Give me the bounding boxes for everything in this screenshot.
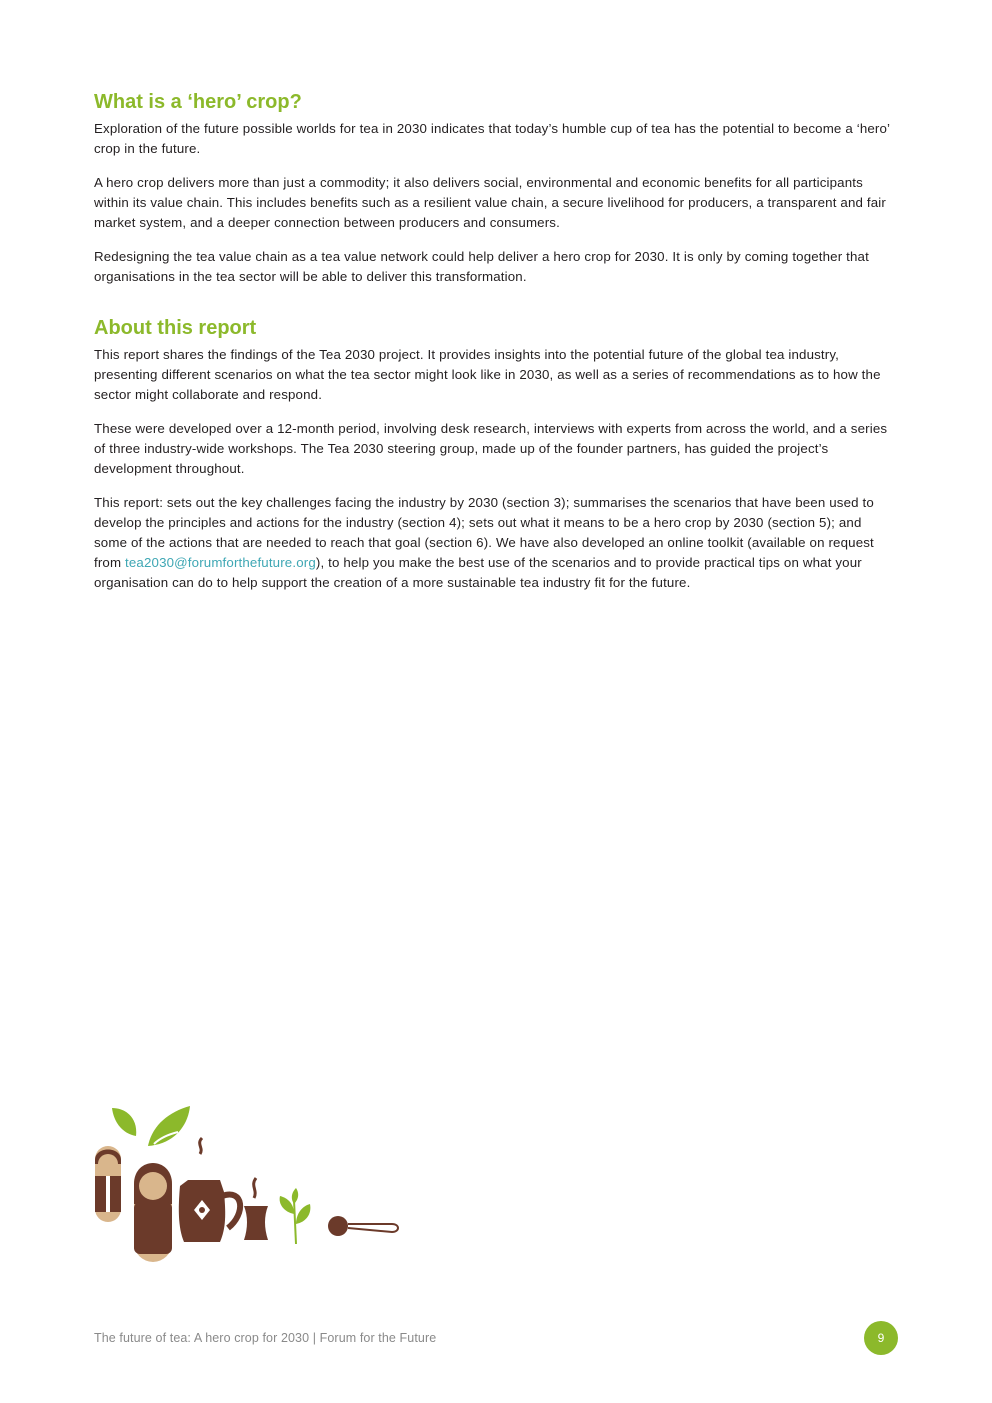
- paragraph: Redesigning the tea value chain as a tea value network could help deliver a hero crop for 2030. It is only by coming together that organisations in the tea sector will be able to deliver this transformation.: [94, 249, 869, 284]
- tea-infuser-icon: [328, 1216, 398, 1236]
- cup-icon: [244, 1178, 268, 1240]
- paragraph-text: ), to help you make the best use of the scenarios and to provide practical tips on what your organisation can do to help support the creation of a more sustainable tea industry fit for the future.: [94, 555, 862, 590]
- footer-text: The future of tea: A hero crop for 2030 | Forum for the Future: [94, 1331, 437, 1345]
- teapot-icon: [179, 1138, 240, 1242]
- paragraph: This report shares the findings of the Tea 2030 project. It provides insights into the potential future of the global tea industry, presenting different scenarios on what the tea sector might look like in 2030, as well as a series of recommendations as to how the sector might collaborate and respond.: [94, 347, 881, 402]
- section-heading: About this report: [94, 317, 257, 339]
- section-heading: What is a ‘hero’ crop?: [94, 91, 302, 113]
- section-about-report: [94, 316, 894, 607]
- paragraph: These were developed over a 12-month period, involving desk research, interviews with experts from across the world, and a series of three industry-wide workshops. The Tea 2030 steering group, made up of the founder partners, has guided the project’s development throughout.: [94, 421, 888, 476]
- paragraph: Exploration of the future possible worlds for tea in 2030 indicates that today’s humble cup of tea has the potential to become a ‘hero’ crop in the future.: [94, 121, 890, 156]
- paragraph: A hero crop delivers more than just a commodity; it also delivers social, environmental and economic benefits for all participants within its value chain. This includes benefits such as a resilient value chain, a secure livelihood for producers, a transparent and fair market system, and a deeper connection between producers and consumers.: [94, 175, 886, 230]
- seedling-icon: [280, 1188, 311, 1244]
- tea-illustration: [92, 1104, 404, 1264]
- woman-icon: [134, 1163, 172, 1262]
- section-hero-crop: [94, 90, 894, 301]
- person-icon: [95, 1146, 121, 1222]
- tea-illustration-svg: [92, 1104, 404, 1264]
- leaf-icon: [112, 1106, 190, 1146]
- paragraph-text: This report: sets out the key challenges facing the industry by 2030 (section 3); summarises the scenarios that have been used to develop the principles and actions for the industry (section 4); sets out what it means to be a hero crop by 2030 (section 5); and some of the actions that are needed to reach that goal (section 6). We have also developed an online toolkit (available on request from: [94, 495, 874, 570]
- paragraph: [94, 493, 894, 593]
- email-link[interactable]: tea2030@forumforthefuture.org: [125, 555, 316, 570]
- page-number-badge: 9: [864, 1321, 898, 1355]
